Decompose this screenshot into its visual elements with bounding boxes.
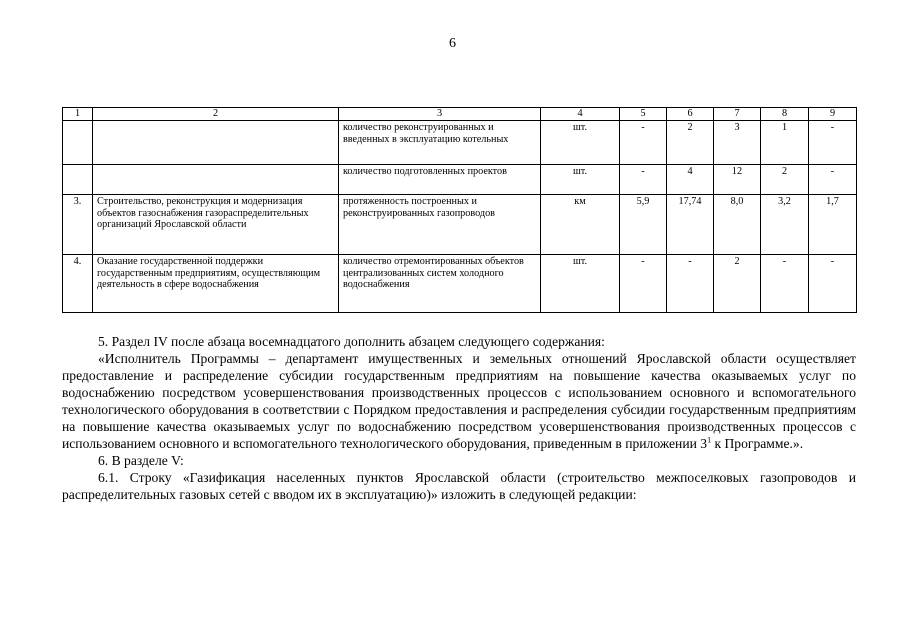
value-cell: - xyxy=(620,255,667,313)
table-row xyxy=(63,255,857,313)
table-header-row xyxy=(63,108,857,121)
unit-cell: км xyxy=(541,195,620,255)
paragraph-section-iv: 5. Раздел IV после абзаца восемнадцатого дополнить абзацем следующего содержания: xyxy=(98,334,605,349)
table-row xyxy=(63,165,857,195)
value-cell: 1,7 xyxy=(809,195,857,255)
value-cell: 8,0 xyxy=(714,195,761,255)
row-number-cell xyxy=(63,165,93,195)
value-cell: - xyxy=(620,121,667,165)
value-cell: 5,9 xyxy=(620,195,667,255)
value-cell: 1 xyxy=(761,121,809,165)
value-cell: - xyxy=(761,255,809,313)
value-cell: 4 xyxy=(667,165,714,195)
value-cell: 2 xyxy=(714,255,761,313)
row-number-cell: 3. xyxy=(63,195,93,255)
paragraph-quoted-amendment xyxy=(62,350,856,452)
value-cell: - xyxy=(620,165,667,195)
indicator-cell: количество отремонтированных объектов централизованных систем холодного водоснабжения xyxy=(339,255,541,313)
column-header: 7 xyxy=(714,108,761,121)
program-table xyxy=(62,107,857,313)
row-number-cell: 4. xyxy=(63,255,93,313)
indicator-cell: протяженность построенных и реконструированных газопроводов xyxy=(339,195,541,255)
column-header: 8 xyxy=(761,108,809,121)
value-cell: 12 xyxy=(714,165,761,195)
measure-name-cell xyxy=(93,121,339,165)
unit-cell: шт. xyxy=(541,255,620,313)
column-header: 3 xyxy=(339,108,541,121)
column-header: 5 xyxy=(620,108,667,121)
quoted-amendment-ending: к Программе.». xyxy=(711,436,804,451)
value-cell: - xyxy=(809,165,857,195)
value-cell: - xyxy=(809,121,857,165)
value-cell: 3 xyxy=(714,121,761,165)
measure-name-cell: Оказание государственной поддержки государственным предприятиям, осуществляющим деятельность в сфере водоснабжения xyxy=(93,255,339,313)
paragraph-row-amendment: 6.1. Строку «Газификация населенных пунктов Ярославской области (строительство межпоселковых газопроводов и распределительных газовых сетей с вводом их в эксплуатацию)» изложить в следующей редакции: xyxy=(62,470,856,502)
column-header: 2 xyxy=(93,108,339,121)
column-header: 1 xyxy=(63,108,93,121)
unit-cell: шт. xyxy=(541,121,620,165)
value-cell: 3,2 xyxy=(761,195,809,255)
value-cell: - xyxy=(667,255,714,313)
column-header: 4 xyxy=(541,108,620,121)
row-number-cell xyxy=(63,121,93,165)
indicator-cell: количество подготовленных проектов xyxy=(339,165,541,195)
value-cell: 17,74 xyxy=(667,195,714,255)
appendix-superscript: 1 xyxy=(707,435,712,445)
unit-cell: шт. xyxy=(541,165,620,195)
measure-name-cell xyxy=(93,165,339,195)
page-number: 6 xyxy=(449,36,456,51)
table-row xyxy=(63,195,857,255)
quoted-amendment-text: «Исполнитель Программы – департамент имущественных и земельных отношений Ярославской области осуществляет предоставление и распределение субсидии государственным предприятиям на повышение качества оказываемых услуг по водоснабжению посредством усовершенствования производственных процессов с использованием основного и вспомогательного технологического оборудования в соответствии с Порядком предоставления и распределения субсидии государственным предприятиям на повышение качества оказываемых услуг по водоснабжению посредством усовершенствования производственных процессов с использованием основного и вспомогательного технологического оборудования, приведенным в приложении 3 xyxy=(62,351,856,451)
document-body xyxy=(62,333,856,503)
indicator-cell: количество реконструированных и введенных в эксплуатацию котельных xyxy=(339,121,541,165)
table-row xyxy=(63,121,857,165)
value-cell: 2 xyxy=(667,121,714,165)
value-cell: 2 xyxy=(761,165,809,195)
value-cell: - xyxy=(809,255,857,313)
column-header: 9 xyxy=(809,108,857,121)
column-header: 6 xyxy=(667,108,714,121)
measure-name-cell: Строительство, реконструкция и модернизация объектов газоснабжения газораспределительных организаций Ярославской области xyxy=(93,195,339,255)
paragraph-section-v: 6. В разделе V: xyxy=(98,453,184,468)
